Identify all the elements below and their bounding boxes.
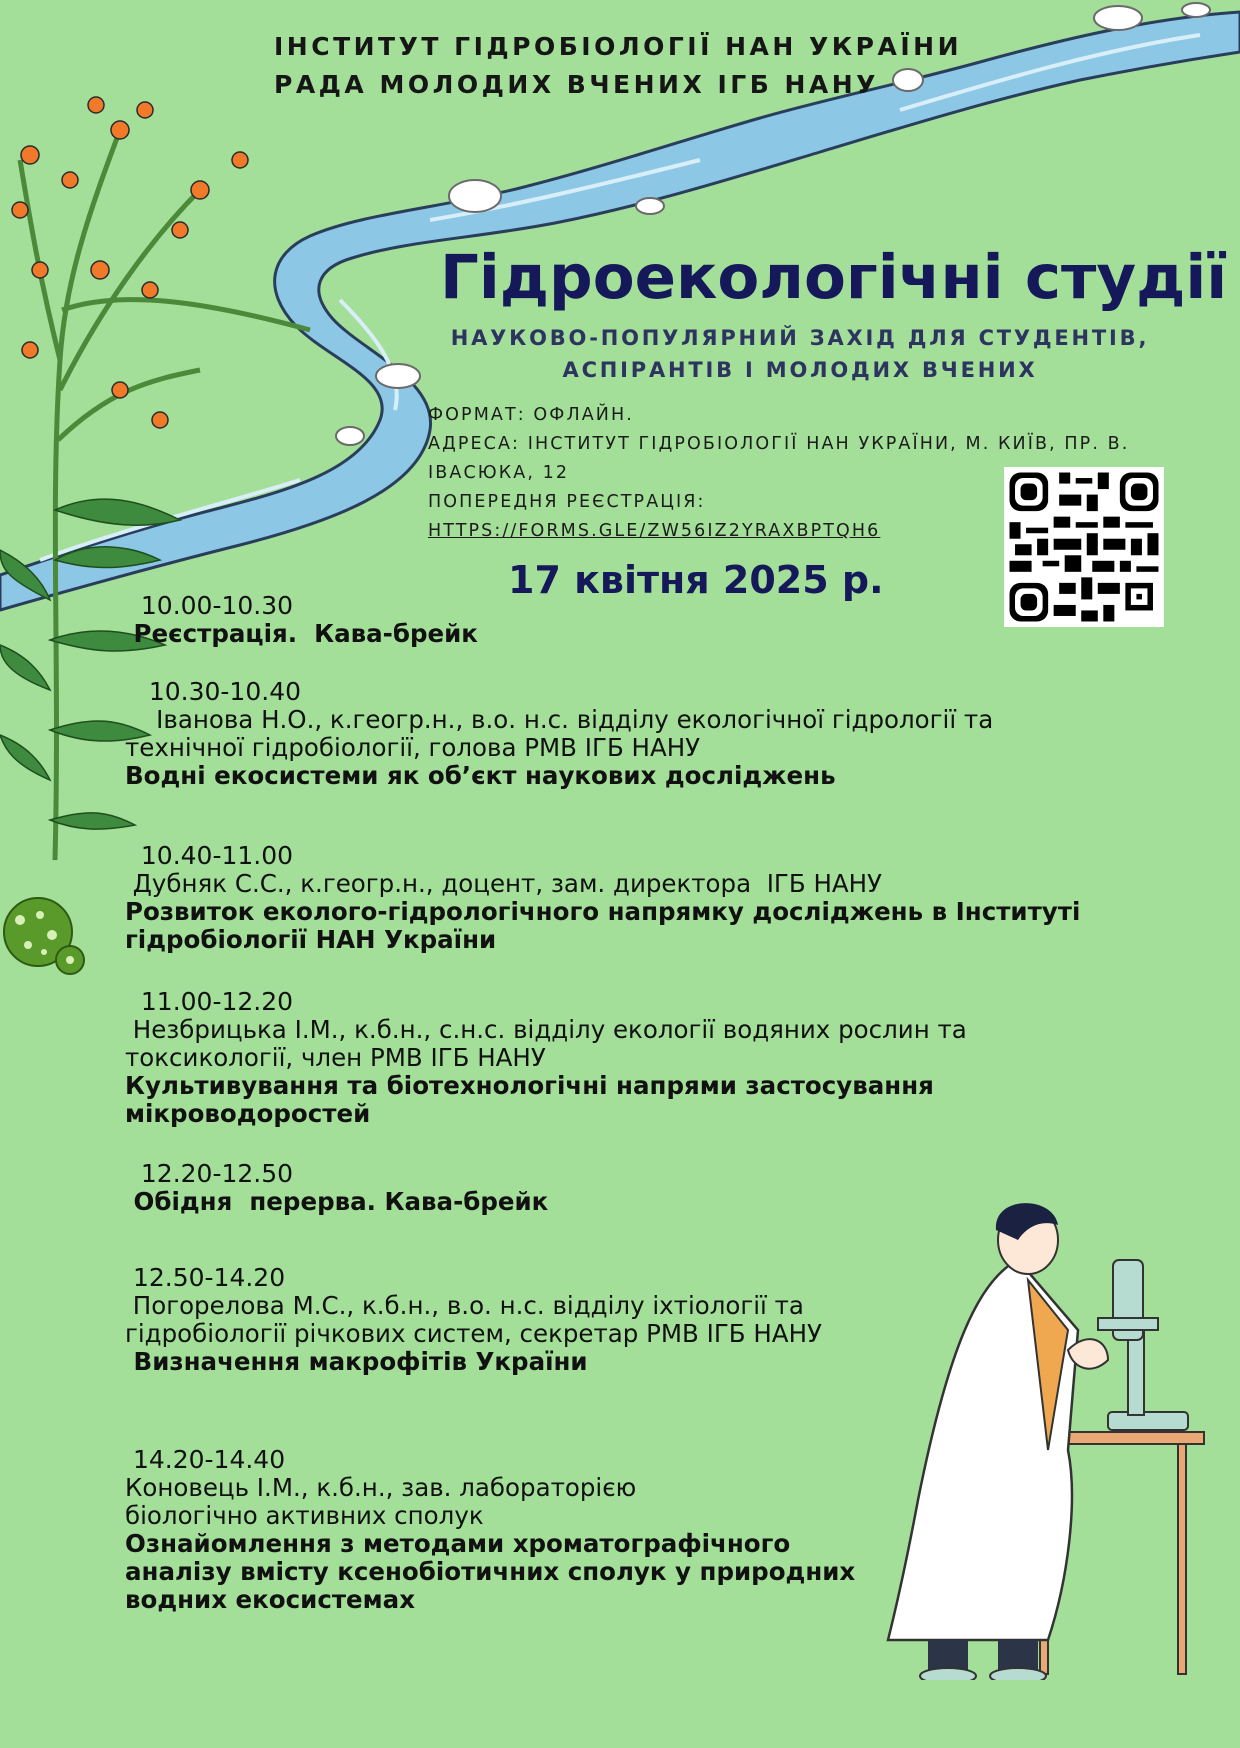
scientist-illustration: [878, 1200, 1208, 1680]
flowers: [12, 97, 248, 428]
schedule-time: 14.20-14.40: [125, 1445, 286, 1474]
schedule-speaker: Дубняк С.С., к.геогр.н., доцент, зам. директора ІГБ НАНУ: [125, 869, 882, 898]
schedule-time: 10.00-10.30: [125, 591, 294, 620]
algae-illustration: [0, 890, 90, 990]
schedule-item: [125, 1264, 822, 1376]
schedule-time: 11.00-12.20: [125, 987, 294, 1016]
address-line-1: АДРЕСА: ІНСТИТУТ ГІДРОБІОЛОГІЇ НАН УКРАЇНИ, М. КИЇВ, ПР. В.: [428, 434, 1130, 454]
schedule-topic: Ознайомлення з методами хроматографічного аналізу вмісту ксенобіотичних сполук у природних водних екосистемах: [125, 1529, 856, 1614]
org-line-1: ІНСТИТУТ ГІДРОБІОЛОГІЇ НАН УКРАЇНИ: [274, 32, 962, 61]
schedule-time: 12.50-14.20: [125, 1263, 286, 1292]
schedule-speaker: Коновець І.М., к.б.н., зав. лабораторією біологічно активних сполук: [125, 1473, 637, 1530]
schedule-time: 12.20-12.50: [125, 1159, 294, 1188]
microscope-icon: [1098, 1260, 1188, 1430]
subtitle-line-1: НАУКОВО-ПОПУЛЯРНИЙ ЗАХІД ДЛЯ СТУДЕНТІВ,: [450, 326, 1150, 350]
schedule-item: [125, 1160, 548, 1216]
schedule-time: 10.30-10.40: [125, 677, 302, 706]
registration-label: ПОПЕРЕДНЯ РЕЄСТРАЦІЯ:: [428, 492, 706, 512]
schedule-speaker: Незбрицька І.М., к.б.н., с.н.с. відділу екології водяних рослин та токсикології, член РМВ ІГБ НАНУ: [125, 1015, 967, 1072]
format-text: ФОРМАТ: ОФЛАЙН.: [428, 405, 634, 425]
schedule-topic: Обідня перерва. Кава-брейк: [125, 1187, 549, 1216]
event-subtitle: [430, 322, 1170, 386]
org-line-2: РАДА МОЛОДИХ ВЧЕНИХ ІГБ НАНУ: [274, 70, 879, 99]
schedule-speaker: Іванова Н.О., к.геогр.н., в.о. н.с. відділу екологічної гідрології та технічної гідробіології, голова РМВ ІГБ НАНУ: [125, 705, 994, 762]
qr-code[interactable]: [1004, 467, 1164, 627]
organizers: [274, 28, 962, 104]
schedule-topic: Розвиток еколого-гідрологічного напрямку досліджень в Інституті гідробіології НАН України: [125, 897, 1081, 954]
schedule-time: 10.40-11.00: [125, 841, 294, 870]
schedule-item: [125, 988, 967, 1128]
schedule-item: [125, 592, 478, 648]
schedule-item: [125, 678, 993, 790]
schedule-item: [125, 842, 1080, 954]
registration-link[interactable]: HTTPS://FORMS.GLE/ZW56IZ2YRAXBPTQH6: [428, 521, 881, 541]
schedule-speaker: Погорелова М.С., к.б.н., в.о. н.с. відділу іхтіології та гідробіології річкових систем, секретар РМВ ІГБ НАНУ: [125, 1291, 822, 1348]
subtitle-line-2: АСПІРАНТІВ І МОЛОДИХ ВЧЕНИХ: [562, 358, 1038, 382]
event-date: 17 квітня 2025 р.: [508, 558, 884, 602]
schedule-topic: Водні екосистеми як об’єкт наукових досліджень: [125, 761, 836, 790]
schedule-topic: Культивування та біотехнологічні напрями застосування мікроводоростей: [125, 1071, 934, 1128]
schedule-topic: Визначення макрофітів України: [125, 1347, 588, 1376]
schedule-topic: Реєстрація. Кава-брейк: [125, 619, 478, 648]
schedule-item: [125, 1446, 855, 1614]
address-line-2: ІВАСЮКА, 12: [428, 463, 570, 483]
event-title: Гідроекологічні студії: [440, 242, 1228, 313]
